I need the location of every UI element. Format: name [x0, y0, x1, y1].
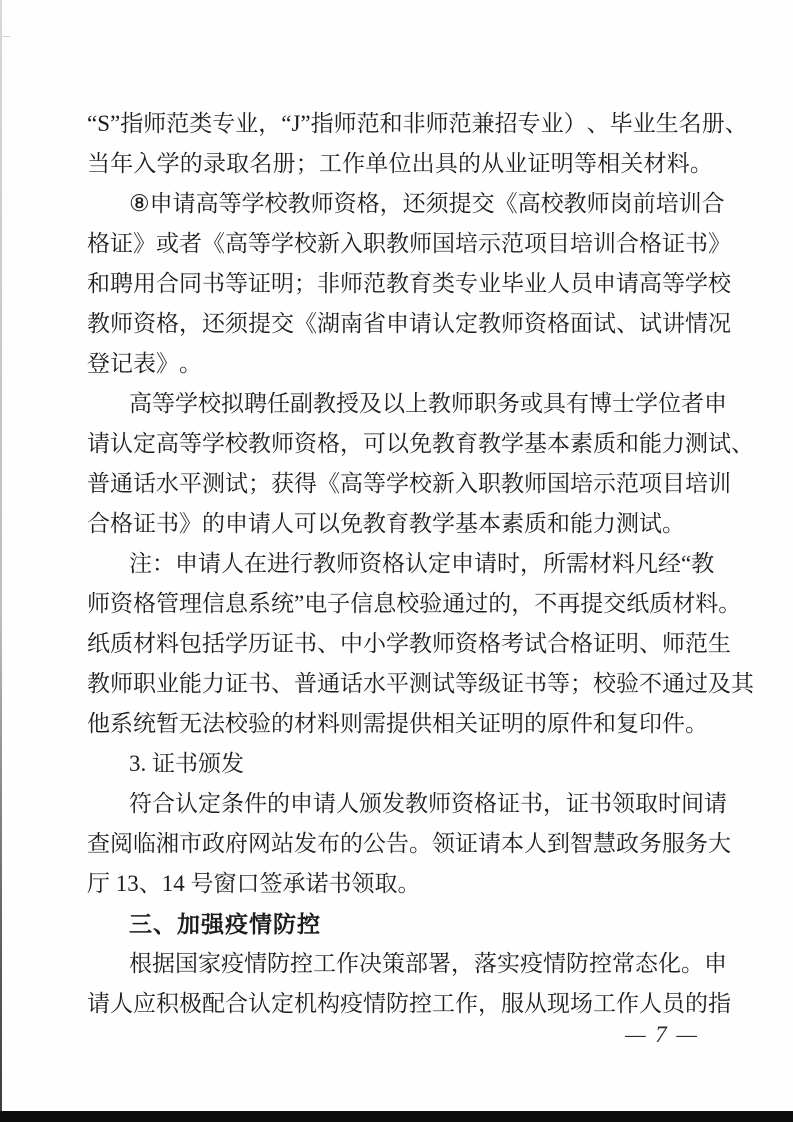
text-line: “ S ” 指 师 范 类 专 业 ， “ J ” 指 师 范 和 非 师 范 兼 招 专 业 ） 、 毕 业 生 名 册 、: [87, 111, 748, 136]
text-line: 3 . 证 书 颁 发: [129, 751, 244, 776]
text-line: 普 通 话 水 平 测 试 ； 获 得 《 高 等 学 校 新 入 职 教 师 国 培 示 范 项 目 培 训: [87, 471, 731, 496]
text-line: 高 等 学 校 拟 聘 任 副 教 授 及 以 上 教 师 职 务 或 具 有 博 士 学 位 者 申: [129, 391, 727, 416]
text-line: 师 资 格 管 理 信 息 系 统 ” 电 子 信 息 校 验 通 过 的 ， 不 再 提 交 纸 质 材 料 。: [87, 591, 742, 616]
text-line: 查 阅 临 湘 市 政 府 网 站 发 布 的 公 告 。 领 证 请 本 人 到 智 慧 政 务 服 务 大: [87, 831, 731, 856]
text-line: 厅 1 3 、 1 4 号 窗 口 签 承 诺 书 领 取 。: [87, 871, 421, 896]
text-line: 三 、 加 强 疫 情 防 控: [129, 911, 321, 937]
scan-artifact-bottom-bar: [0, 1111, 793, 1122]
text-line: 注 ： 申 请 人 在 进 行 教 师 资 格 认 定 申 请 时 ， 所 需 材 料 凡 经 “ 教: [129, 551, 715, 576]
text-line: 根 据 国 家 疫 情 防 控 工 作 决 策 部 署 ， 落 实 疫 情 防 控 常 态 化 。 申: [129, 951, 727, 976]
text-line: 登 记 表 》 。: [87, 351, 202, 376]
text-line: 教 师 职 业 能 力 证 书 、 普 通 话 水 平 测 试 等 级 证 书 等 ； 校 验 不 通 过 及 其: [87, 671, 754, 696]
page-number: — 7 —: [625, 1022, 699, 1047]
text-line: ⑧ 申 请 高 等 学 校 教 师 资 格 ， 还 须 提 交 《 高 校 教 师 岗 前 培 训 合: [129, 191, 725, 216]
text-line: 和 聘 用 合 同 书 等 证 明 ； 非 师 范 教 育 类 专 业 毕 业 人 员 申 请 高 等 学 校: [87, 271, 731, 296]
text-line: 他 系 统 暂 无 法 校 验 的 材 料 则 需 提 供 相 关 证 明 的 原 件 和 复 印 件 。: [87, 711, 708, 736]
text-line: 教 师 资 格 ， 还 须 提 交 《 湖 南 省 申 请 认 定 教 师 资 格 面 试 、 试 讲 情 况: [87, 311, 731, 336]
text-line: 纸 质 材 料 包 括 学 历 证 书 、 中 小 学 教 师 资 格 考 试 合 格 证 明 、 师 范 生: [87, 631, 731, 656]
text-line: 当 年 入 学 的 录 取 名 册 ； 工 作 单 位 出 具 的 从 业 证 明 等 相 关 材 料 。: [87, 151, 713, 176]
text-line: 格 证 》 或 者 《 高 等 学 校 新 入 职 教 师 国 培 示 范 项 目 培 训 合 格 证 书 》: [87, 231, 731, 256]
scan-artifact-left-edge: [0, 0, 2, 1122]
document-body: [87, 104, 754, 1024]
text-line: 符 合 认 定 条 件 的 申 请 人 颁 发 教 师 资 格 证 书 ， 证 书 领 取 时 间 请: [129, 791, 727, 816]
text-line: 请 人 应 积 极 配 合 认 定 机 构 疫 情 防 控 工 作 ， 服 从 现 场 工 作 人 员 的 指: [87, 991, 731, 1016]
text-line: 合 格 证 书 》 的 申 请 人 可 以 免 教 育 教 学 基 本 素 质 和 能 力 测 试 。: [87, 511, 685, 536]
scan-artifact-top-smudge: [0, 36, 10, 37]
text-line: 请 认 定 高 等 学 校 教 师 资 格 ， 可 以 免 教 育 教 学 基 本 素 质 和 能 力 测 试 、: [87, 431, 754, 456]
